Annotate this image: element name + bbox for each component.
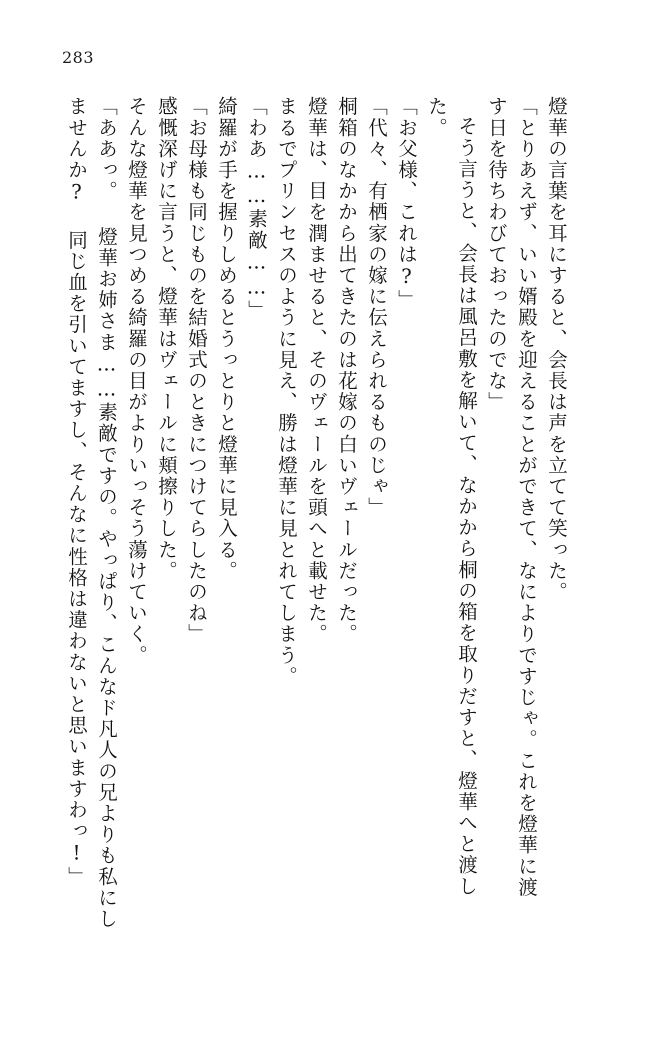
text-column: 感慨深げに言うと、燈華はヴェールに頬擦りした。 <box>155 96 178 582</box>
text-column: 綺羅が手を握りしめるとうっとりと燈華に見入る。 <box>215 96 238 582</box>
text-column: 「ああっ。 燈華お姉さま……素敵ですの。やっぱり、こんなド凡人の兄よりも私にし <box>95 96 118 930</box>
text-column: 「とりあえず、いい婿殿を迎えることができて、なによりですじゃ。これを燈華に渡 <box>515 96 538 898</box>
text-column: 「代々、有栖家の嫁に伝えられるものじゃ」 <box>365 96 388 518</box>
text-column: 燈華の言葉を耳にすると、会長は声を立てて笑った。 <box>545 96 568 603</box>
novel-body-text <box>56 96 616 996</box>
text-column: 「お父様、これは?」 <box>395 96 418 311</box>
text-column: 「お母様も同じものを結婚式のときにつけてらしたのね」 <box>185 96 208 645</box>
page-number: 283 <box>62 48 95 67</box>
text-column: そう言うと、会長は風呂敷を解いて、なかから桐の箱を取りだすと、燈華へと渡し <box>455 116 478 897</box>
text-column: そんな燈華を見つめる綺羅の目がよりいっそう蕩けていく。 <box>125 96 148 666</box>
text-column: た。 <box>425 96 448 139</box>
text-column: 「わあ……素敵……」 <box>245 96 268 321</box>
text-column: 桐箱のなかから出てきたのは花嫁の白いヴェールだった。 <box>335 96 358 645</box>
text-column: ませんか? 同じ血を引いてますし、そんなに性格は違わないと思いますわっ!」 <box>65 96 88 888</box>
text-column: す日を待ちわびておったのでな」 <box>485 96 508 413</box>
text-column: まるでプリンセスのように見え、勝は燈華に見とれてしまう。 <box>275 96 298 687</box>
text-column: 燈華は、目を潤ませると、そのヴェールを頭へと載せた。 <box>305 96 328 645</box>
